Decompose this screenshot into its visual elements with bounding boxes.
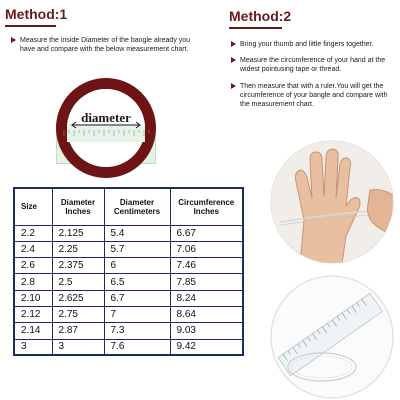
diameter-arrow-icon: [70, 120, 142, 130]
cell-diameter-centimeters: 7: [104, 306, 170, 322]
table-row: [14, 306, 243, 322]
arrow-bullet-icon: [231, 41, 236, 47]
diameter-label: diameter: [81, 110, 131, 125]
cell-circumference-inches: 7.46: [170, 258, 243, 274]
cell-diameter-centimeters: 6.7: [104, 290, 170, 306]
method-1-step-text: Measure the inside Diameter of the bangle already you have and compare with the below measurement chart.: [20, 37, 191, 53]
header-circumference-inches: Circumference Inches: [170, 188, 243, 225]
cell-diameter-centimeters: 6: [104, 258, 170, 274]
method-2-step-1-text: Bring your thumb and little fingers together.: [240, 41, 374, 48]
cell-diameter-inches: 2.375: [52, 258, 104, 274]
cell-circumference-inches: 9.03: [170, 323, 243, 339]
cell-diameter-centimeters: 6.5: [104, 274, 170, 290]
table-row: [14, 241, 243, 257]
cell-circumference-inches: 8.24: [170, 290, 243, 306]
cell-circumference-inches: 9.42: [170, 339, 243, 355]
hand-measurement-photo: [270, 140, 394, 264]
ruler-photo: [270, 275, 394, 399]
table-row: [14, 339, 243, 355]
method-2-step-1: [231, 40, 399, 49]
header-size: Size: [14, 188, 52, 225]
header-diameter-inches: Diameter Inches: [52, 188, 104, 225]
table-row: [14, 274, 243, 290]
cell-size: 3: [14, 339, 52, 355]
cell-circumference-inches: 8.64: [170, 306, 243, 322]
method-2-step-2: [231, 56, 399, 74]
cell-size: 2.8: [14, 274, 52, 290]
table-row: [14, 323, 243, 339]
method-1-step: [11, 36, 201, 54]
cell-diameter-inches: 2.87: [52, 323, 104, 339]
cell-size: 2.12: [14, 306, 52, 322]
table-row: [14, 258, 243, 274]
cell-diameter-inches: 2.75: [52, 306, 104, 322]
cell-size: 2.6: [14, 258, 52, 274]
cell-size: 2.4: [14, 241, 52, 257]
cell-diameter-inches: 3: [52, 339, 104, 355]
cell-circumference-inches: 7.85: [170, 274, 243, 290]
cell-size: 2.2: [14, 225, 52, 241]
method-2-underline: [229, 27, 282, 29]
cell-circumference-inches: 7.06: [170, 241, 243, 257]
header-diameter-centimeters: Diameter Centimeters: [104, 188, 170, 225]
cell-circumference-inches: 6.67: [170, 225, 243, 241]
cell-size: 2.10: [14, 290, 52, 306]
method-1-title: Method:1: [5, 6, 68, 22]
cell-size: 2.14: [14, 323, 52, 339]
cell-diameter-centimeters: 7.6: [104, 339, 170, 355]
table-row: [14, 290, 243, 306]
arrow-bullet-icon: [231, 57, 236, 63]
cell-diameter-inches: 2.5: [52, 274, 104, 290]
cell-diameter-centimeters: 7.3: [104, 323, 170, 339]
size-chart-table: [13, 187, 244, 356]
arrow-bullet-icon: [11, 37, 16, 43]
method-2-step-3: [231, 82, 399, 109]
cell-diameter-inches: 2.25: [52, 241, 104, 257]
method-2-title: Method:2: [229, 8, 292, 24]
cell-diameter-centimeters: 5.7: [104, 241, 170, 257]
ruler-ticks: [56, 130, 156, 150]
cell-diameter-centimeters: 5.4: [104, 225, 170, 241]
cell-diameter-inches: 2.625: [52, 290, 104, 306]
arrow-bullet-icon: [231, 83, 236, 89]
cell-diameter-inches: 2.125: [52, 225, 104, 241]
method-2-step-2-text: Measure the circumference of your hand at the widest pointusing tape or thread.: [240, 57, 386, 73]
method-1-underline: [5, 25, 56, 27]
table-header-row: [14, 188, 243, 225]
method-2-step-3-text: Then measure that with a ruler.You will get the circumference of your bangle and compare with the measurement chart.: [240, 83, 388, 108]
table-row: [14, 225, 243, 241]
